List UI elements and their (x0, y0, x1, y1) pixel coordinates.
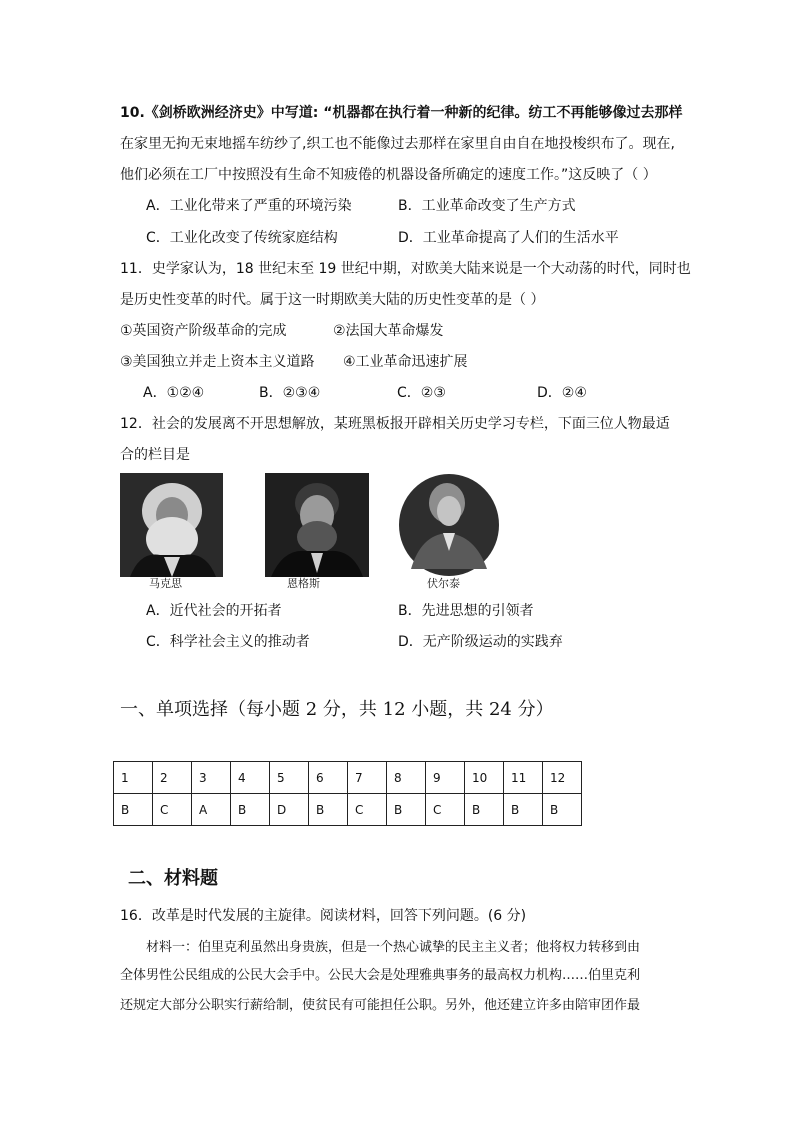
q10-option-a: A．工业化带来了严重的环境污染 (146, 198, 352, 214)
material-line-3: 还规定大部分公职实行薪给制，使贫民有可能担任公职。另外，他还建立许多由陪审团作最 (120, 998, 641, 1013)
q11-option-a: A．①②④ (143, 385, 205, 401)
q10-option-d: D．工业革命提高了人们的生活水平 (398, 230, 619, 246)
caption-voltaire: 伏尔泰 (427, 577, 460, 590)
q12-option-b: B．先进思想的引领者 (398, 603, 534, 619)
engels-portrait-image (265, 473, 369, 577)
q10-line-3: 他们必须在工厂中按照没有生命不知疲倦的机器设备所确定的速度工作。”这反映了（ ） (120, 167, 657, 183)
q11-item-2: ②法国大革命爆发 (333, 323, 444, 339)
marx-portrait (120, 473, 223, 577)
answer-cell: B (114, 794, 153, 826)
answer-number-row (114, 762, 582, 794)
q11-option-b: B．②③④ (259, 385, 321, 401)
number-cell: 6 (309, 762, 348, 794)
marx-portrait-image (120, 473, 223, 577)
q11-item-3: ③美国独立并走上资本主义道路 (120, 354, 315, 370)
answer-cell: A (192, 794, 231, 826)
number-cell: 5 (270, 762, 309, 794)
q10-line-2: 在家里无拘无束地摇车纺纱了,织工也不能像过去那样在家里自由自在地投梭织布了。现在, (120, 136, 675, 152)
number-cell: 10 (465, 762, 504, 794)
answer-cell: B (504, 794, 543, 826)
answer-cell: B (231, 794, 270, 826)
caption-engels: 恩格斯 (287, 577, 320, 590)
number-cell: 3 (192, 762, 231, 794)
q12-option-d: D．无产阶级运动的实践弃 (398, 634, 563, 650)
caption-marx: 马克思 (149, 577, 182, 590)
material-line-2: 全体男性公民组成的公民大会手中。公民大会是处理雅典事务的最高权力机构……伯里克利 (120, 968, 641, 983)
q12-line-2: 合的栏目是 (120, 447, 190, 463)
answer-cell: B (309, 794, 348, 826)
number-cell: 1 (114, 762, 153, 794)
voltaire-portrait-image (397, 473, 501, 577)
number-cell: 2 (153, 762, 192, 794)
voltaire-portrait (397, 473, 501, 577)
number-cell: 8 (387, 762, 426, 794)
q11-option-d: D．②④ (537, 385, 587, 401)
answer-letter-row (114, 794, 582, 826)
q11-item-1: ①英国资产阶级革命的完成 (120, 323, 287, 339)
q12-option-a: A．近代社会的开拓者 (146, 603, 282, 619)
section-2-heading: 二、材料题 (128, 868, 218, 889)
material-line-1: 材料一：伯里克利虽然出身贵族，但是一个热心诚挚的民主主义者；他将权力转移到由 (146, 940, 641, 955)
answer-cell: D (270, 794, 309, 826)
q11-option-c: C．②③ (397, 385, 446, 401)
q16-line-1: 16．改革是时代发展的主旋律。阅读材料，回答下列问题。(6 分) (120, 908, 527, 924)
section-1-heading: 一、单项选择（每小题 2 分，共 12 小题，共 24 分） (120, 699, 554, 720)
number-cell: 12 (543, 762, 582, 794)
q10-option-c: C．工业化改变了传统家庭结构 (146, 230, 338, 246)
answer-cell: C (426, 794, 465, 826)
number-cell: 4 (231, 762, 270, 794)
number-cell: 9 (426, 762, 465, 794)
q11-item-4: ④工业革命迅速扩展 (343, 354, 468, 370)
q10-option-b: B．工业革命改变了生产方式 (398, 198, 576, 214)
number-cell: 7 (348, 762, 387, 794)
q12-option-c: C．科学社会主义的推动者 (146, 634, 310, 650)
answer-cell: C (153, 794, 192, 826)
answer-table (113, 761, 582, 826)
q12-line-1: 12．社会的发展离不开思想解放，某班黑板报开辟相关历史学习专栏，下面三位人物最适 (120, 416, 670, 432)
answer-cell: B (465, 794, 504, 826)
q10-line-1: 10.《剑桥欧洲经济史》中写道: “机器都在执行着一种新的纪律。纺工不再能够像过去那样 (120, 105, 683, 121)
answer-cell: B (387, 794, 426, 826)
q11-line-1: 11．史学家认为，18 世纪末至 19 世纪中期，对欧美大陆来说是一个大动荡的时代，同时也 (120, 261, 691, 277)
answer-cell: C (348, 794, 387, 826)
answer-cell: B (543, 794, 582, 826)
q11-line-2: 是历史性变革的时代。属于这一时期欧美大陆的历史性变革的是（ ） (120, 292, 545, 308)
number-cell: 11 (504, 762, 543, 794)
engels-portrait (265, 473, 369, 577)
